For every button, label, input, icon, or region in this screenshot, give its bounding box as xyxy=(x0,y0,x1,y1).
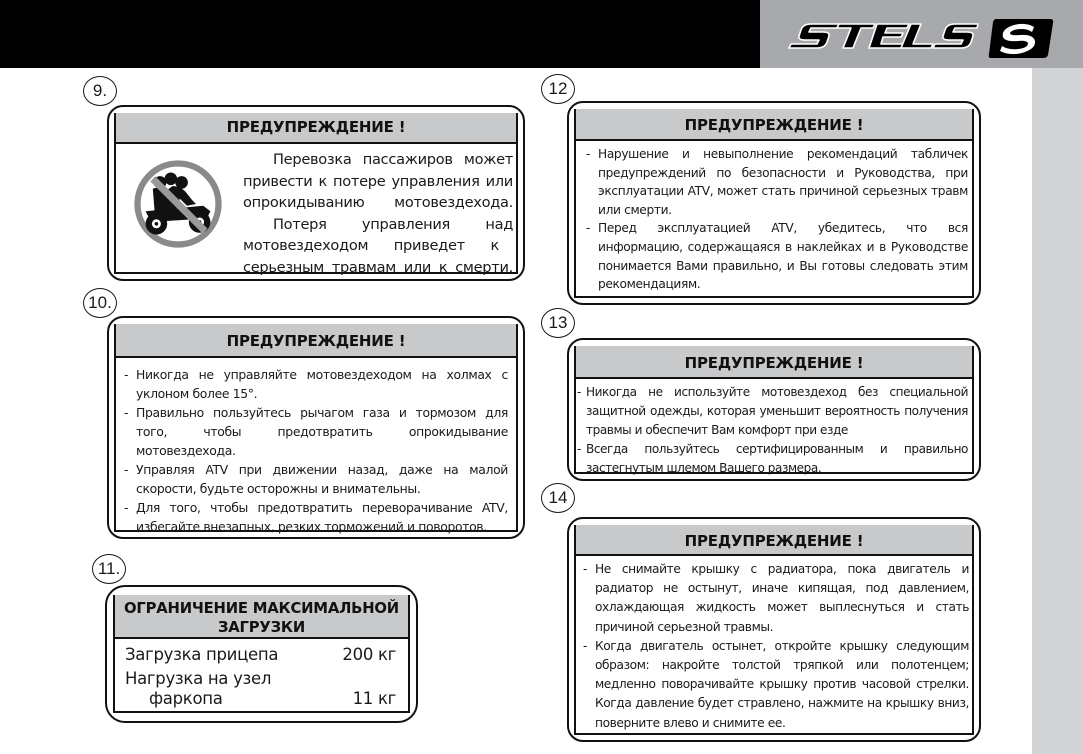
sign-text xyxy=(576,556,972,733)
warning-item: - Всегда пользуйтесь сертифицированным и правильно застегнутым шлемом Вашего размера. xyxy=(577,442,968,475)
load-label: Нагрузка на узел xyxy=(125,669,272,688)
page-side-strip xyxy=(1032,68,1083,754)
sign-text: Перевозка пассажиров может привести к потере управления или опрокидыванию мотовездехода. Потеря управления над мотовездеходом приведет к серьезным травмам или к смерти. xyxy=(243,151,513,276)
sign-title: ПРЕДУПРЕЖДЕНИЕ ! xyxy=(116,324,516,358)
warning-item: - Для того, чтобы предотвратить переворачивание ATV, избегайте внезапных, резких торможений и поворотов. xyxy=(124,500,508,534)
sign-frame xyxy=(114,113,518,274)
sign-frame xyxy=(574,346,974,474)
warning-item: - Нарушение и невыполнение рекомендаций табличек предупреждений по безопасности и Руководства, при эксплуатации ATV, может стать причиной серьезных травм или смерти. xyxy=(586,147,968,217)
load-row-hitch xyxy=(115,669,408,691)
stels-s-badge-icon xyxy=(988,17,1054,59)
sign-title: ПРЕДУПРЕЖДЕНИЕ ! xyxy=(576,525,972,556)
load-table xyxy=(115,639,408,711)
sign-number-badge: 9. xyxy=(83,76,117,106)
load-row-hitch-cont xyxy=(115,689,408,711)
sign-number-badge: 13 xyxy=(541,308,575,338)
sign-title: ПРЕДУПРЕЖДЕНИЕ ! xyxy=(116,113,516,144)
sign-frame xyxy=(113,595,410,713)
sign-frame xyxy=(574,525,974,735)
warning-item: - Перед эксплуатацией ATV, убедитесь, что вся информацию, содержащаяся в наклейках и в Руководстве понимается Вами правильно, и Вы готовы следовать этим рекомендациям. xyxy=(586,221,968,292)
sign-number-badge: 14 xyxy=(541,483,575,513)
warning-sign-radiator xyxy=(567,517,981,742)
warning-item: - Не снимайте крышку с радиатора, пока двигатель и радиатор не остынут, иначе кипящая, под давлением, охлаждающая жидкость может выплеснуться и стать причиной серьезной травмы. xyxy=(583,562,969,634)
sign-text xyxy=(116,358,516,536)
warning-sign-manual xyxy=(567,101,981,305)
header-bar xyxy=(0,0,760,68)
sign-number-badge: 11. xyxy=(92,554,126,584)
load-label: фаркопа xyxy=(149,689,223,708)
load-value: 200 кг xyxy=(342,645,396,664)
load-row-trailer xyxy=(115,645,408,667)
max-load-sign xyxy=(105,585,418,723)
warning-item: - Когда двигатель остынет, откройте крышку следующим образом: накройте толстой тряпкой или полотенцем; медленно поворачивайте крышку против часовой стрелки. Когда давление будет стравлено, нажмите на крышку вниз, поверните влево и снимите ее. xyxy=(583,638,969,730)
sign-title: ПРЕДУПРЕЖДЕНИЕ ! xyxy=(576,109,972,141)
warning-item: - Никогда не управляйте мотовездеходом на холмах с уклоном более 15°. xyxy=(124,367,508,401)
warning-item: - Управляя ATV при движении назад, даже на малой скорости, будьте осторожны и внимательны. xyxy=(124,462,508,496)
no-passengers-atv-icon xyxy=(133,159,223,249)
warning-sign-passengers xyxy=(107,105,525,281)
sign-number-badge: 10. xyxy=(83,288,117,318)
sign-text xyxy=(576,141,972,294)
sign-frame xyxy=(574,109,974,298)
sign-number-badge: 12 xyxy=(541,74,575,104)
warning-sign-riding-safety xyxy=(107,316,525,539)
sign-title: ПРЕДУПРЕЖДЕНИЕ ! xyxy=(576,346,972,379)
stels-logo-wordmark-icon xyxy=(787,20,979,52)
load-value: 11 кг xyxy=(352,689,396,708)
warning-item: - Правильно пользуйтесь рычагом газа и тормозом для того, чтобы предотвратить опрокидывание мотовездехода. xyxy=(124,405,508,458)
sign-text xyxy=(576,379,972,478)
warning-item: - Никогда не используйте мотовездеход без специальной защитной одежды, которая уменьшит вероятность получения травмы и обеспечит Вам комфорт при езде xyxy=(577,385,968,437)
sign-title: ОГРАНИЧЕНИЕ МАКСИМАЛЬНОЙ ЗАГРУЗКИ xyxy=(115,595,408,639)
warning-sign-protective-gear xyxy=(567,338,981,481)
sign-frame xyxy=(114,324,518,532)
load-label: Загрузка прицепа xyxy=(125,645,279,664)
